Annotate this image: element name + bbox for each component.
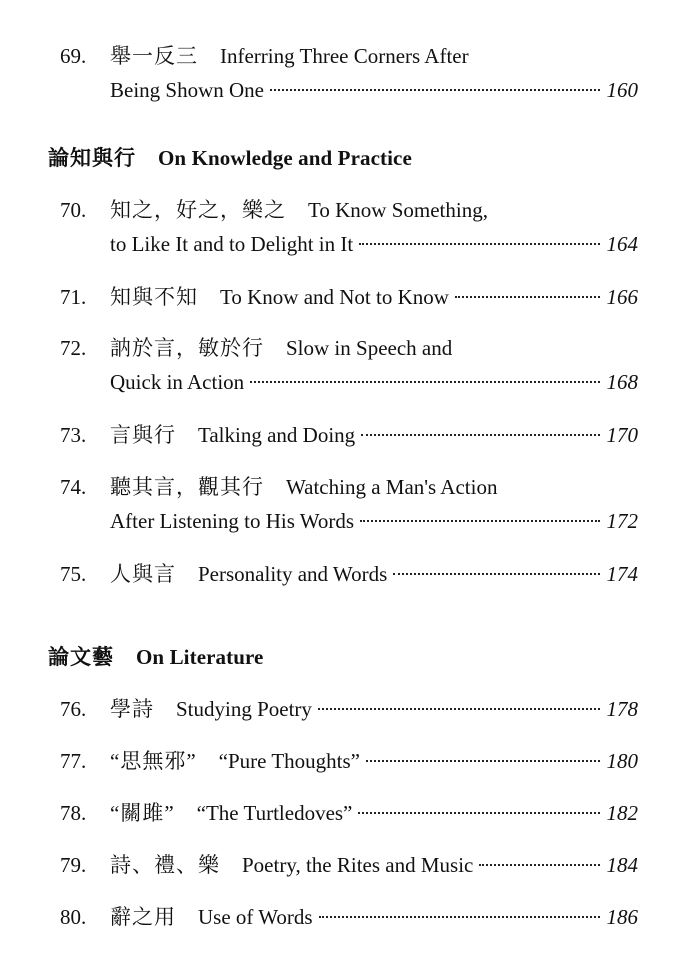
entry-english-title: Poetry, the Rites and Music bbox=[242, 853, 474, 877]
toc-entry[interactable] bbox=[60, 418, 638, 452]
entry-chinese-title: 訥於言，敏於行 bbox=[110, 336, 264, 360]
entry-english-title-line2: After Listening to His Words bbox=[110, 509, 355, 533]
entry-page-number: 160 bbox=[606, 78, 638, 102]
entry-chinese-title: 知與不知 bbox=[110, 285, 198, 309]
section-english-title: On Knowledge and Practice bbox=[158, 146, 412, 170]
leader-dots bbox=[318, 708, 600, 710]
section-english-title: On Literature bbox=[136, 645, 264, 669]
leader-dots bbox=[358, 812, 600, 814]
entry-number: 73. bbox=[60, 423, 87, 447]
entry-page-number: 186 bbox=[606, 905, 638, 929]
entry-number: 78. bbox=[60, 801, 87, 825]
entry-page-number: 182 bbox=[606, 801, 638, 825]
entry-number: 74. bbox=[60, 475, 87, 499]
toc-entry[interactable] bbox=[60, 557, 638, 591]
entry-english-title-line1: Inferring Three Corners After bbox=[220, 44, 469, 68]
leader-dots bbox=[359, 243, 600, 245]
entry-page-number: 166 bbox=[606, 285, 638, 309]
toc-entry[interactable] bbox=[60, 848, 638, 882]
toc-entry[interactable] bbox=[60, 39, 638, 107]
entry-english-title-line2: to Like It and to Delight in It bbox=[110, 232, 354, 256]
entry-chinese-title: “思無邪” bbox=[110, 749, 197, 773]
entry-english-title-line1: Slow in Speech and bbox=[286, 336, 453, 360]
entry-number: 80. bbox=[60, 905, 87, 929]
entry-chinese-title: 詩、禮、樂 bbox=[110, 853, 220, 877]
entry-number: 75. bbox=[60, 562, 87, 586]
leader-dots bbox=[360, 520, 600, 522]
toc-entry[interactable] bbox=[60, 744, 638, 778]
entry-english-title: Use of Words bbox=[198, 905, 313, 929]
section-chinese-title: 論知與行 bbox=[48, 146, 136, 170]
entry-page-number: 164 bbox=[606, 232, 638, 256]
entry-number: 71. bbox=[60, 285, 87, 309]
entry-english-title: “The Turtledoves” bbox=[196, 801, 353, 825]
entry-english-title: Studying Poetry bbox=[176, 697, 312, 721]
entry-number: 72. bbox=[60, 336, 87, 360]
toc-entry[interactable] bbox=[60, 280, 638, 314]
entry-chinese-title: “關雎” bbox=[110, 801, 175, 825]
entry-english-title-line1: To Know Something, bbox=[308, 198, 488, 222]
entry-number: 79. bbox=[60, 853, 87, 877]
entry-number: 77. bbox=[60, 749, 87, 773]
entry-chinese-title: 學詩 bbox=[110, 697, 154, 721]
entry-page-number: 168 bbox=[606, 370, 638, 394]
toc-entry[interactable] bbox=[60, 193, 638, 261]
toc-entry[interactable] bbox=[60, 470, 638, 538]
entry-chinese-title: 舉一反三 bbox=[110, 44, 198, 68]
entry-page-number: 174 bbox=[606, 562, 638, 586]
leader-dots bbox=[319, 916, 600, 918]
leader-dots bbox=[250, 381, 600, 383]
entry-english-title: To Know and Not to Know bbox=[220, 285, 449, 309]
leader-dots bbox=[479, 864, 600, 866]
toc-entry[interactable] bbox=[60, 900, 638, 934]
entry-english-title-line2: Quick in Action bbox=[110, 370, 245, 394]
entry-number: 70. bbox=[60, 198, 87, 222]
entry-chinese-title: 知之，好之，樂之 bbox=[110, 198, 286, 222]
leader-dots bbox=[455, 296, 600, 298]
toc-entry[interactable] bbox=[60, 331, 638, 399]
entry-english-title-line2: Being Shown One bbox=[110, 78, 264, 102]
entry-chinese-title: 言與行 bbox=[110, 423, 176, 447]
entry-page-number: 170 bbox=[606, 423, 638, 447]
leader-dots bbox=[270, 89, 600, 91]
entry-number: 76. bbox=[60, 697, 87, 721]
section-heading-knowledge bbox=[48, 142, 412, 172]
toc-entry[interactable] bbox=[60, 796, 638, 830]
entry-chinese-title: 人與言 bbox=[110, 562, 176, 586]
entry-english-title: Talking and Doing bbox=[198, 423, 356, 447]
entry-page-number: 178 bbox=[606, 697, 638, 721]
entry-english-title: “Pure Thoughts” bbox=[218, 749, 360, 773]
entry-chinese-title: 聽其言，觀其行 bbox=[110, 475, 264, 499]
entry-english-title-line1: Watching a Man's Action bbox=[286, 475, 498, 499]
leader-dots bbox=[366, 760, 600, 762]
toc-entry[interactable] bbox=[60, 692, 638, 726]
leader-dots bbox=[361, 434, 600, 436]
entry-page-number: 172 bbox=[606, 509, 638, 533]
entry-chinese-title: 辭之用 bbox=[110, 905, 176, 929]
entry-number: 69. bbox=[60, 44, 87, 68]
entry-page-number: 180 bbox=[606, 749, 638, 773]
section-chinese-title: 論文藝 bbox=[48, 645, 114, 669]
entry-english-title: Personality and Words bbox=[198, 562, 388, 586]
entry-page-number: 184 bbox=[606, 853, 638, 877]
section-heading-literature bbox=[48, 641, 263, 671]
leader-dots bbox=[393, 573, 600, 575]
